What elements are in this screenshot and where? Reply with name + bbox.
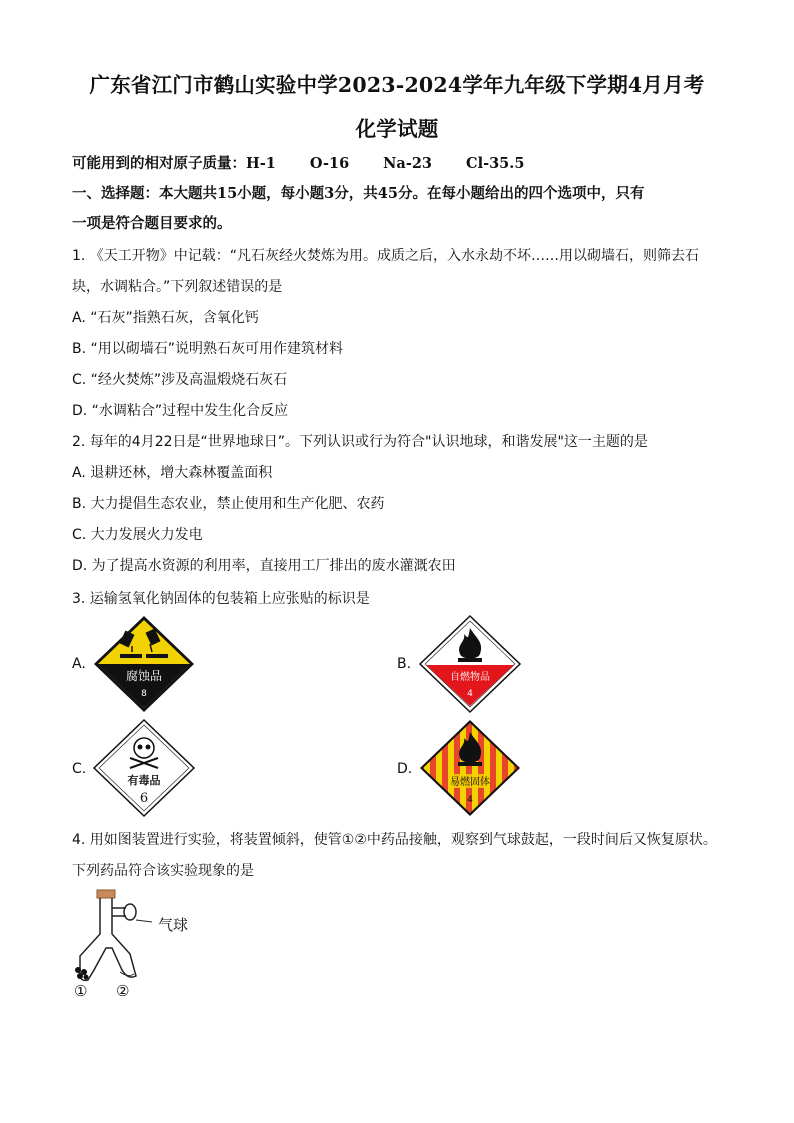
atomic-mass-cl: Cl-35.5 bbox=[466, 155, 525, 172]
q3-option-a-letter[interactable]: A. bbox=[72, 656, 86, 672]
atomic-mass-line bbox=[72, 152, 524, 173]
q3-option-d-sign[interactable] bbox=[418, 718, 522, 818]
q3-option-b-letter[interactable]: B. bbox=[397, 656, 412, 672]
balloon-icon bbox=[124, 904, 136, 920]
q3-option-c-class: 6 bbox=[139, 791, 149, 806]
balloon-label: 气球 bbox=[158, 916, 189, 934]
stopper-icon bbox=[97, 890, 115, 898]
tube1-label: ① bbox=[74, 982, 88, 1000]
q1-option-b[interactable]: B. “用以砌墙石”说明熟石灰可用作建筑材料 bbox=[72, 341, 344, 357]
q1-stem-line1: 1. 《天工开物》中记载：“凡石灰经火焚炼为用。成质之后，入水永劫不坏……用以砌墙石，则筛去石 bbox=[72, 248, 700, 264]
q1-option-a[interactable]: A. “石灰”指熟石灰，含氧化钙 bbox=[72, 310, 259, 326]
q3-option-a-class: 8 bbox=[141, 689, 147, 699]
atomic-mass-o: O-16 bbox=[309, 155, 350, 172]
section-heading-line1: 一、选择题：本大题共15小题，每小题3分，共45分。在每小题给出的四个选项中，只有 bbox=[72, 185, 645, 202]
tube2-label: ② bbox=[116, 982, 130, 1000]
y-tube-outline bbox=[80, 898, 136, 980]
q3-stem: 3. 运输氢氧化钠固体的包装箱上应张贴的标识是 bbox=[72, 591, 370, 607]
solid-granules-icon bbox=[75, 967, 89, 980]
q3-option-d-label: 易燃固体 bbox=[450, 777, 490, 788]
q3-option-a-label: 腐蚀品 bbox=[125, 669, 163, 683]
q2-option-a[interactable]: A. 退耕还林，增大森林覆盖面积 bbox=[72, 465, 273, 481]
q4-stem-line1: 4. 用如图装置进行实验，将装置倾斜，使管①②中药品接触，观察到气球鼓起，一段时间后又恢复原状。 bbox=[72, 832, 717, 848]
q3-option-c-letter[interactable]: C. bbox=[72, 761, 87, 777]
liquid-level bbox=[120, 972, 134, 976]
atomic-mass-na: Na-23 bbox=[383, 155, 433, 172]
q2-stem: 2. 每年的4月22日是“世界地球日”。下列认识或行为符合"认识地球，和谐发展"这一主题的是 bbox=[72, 434, 648, 450]
q2-option-b[interactable]: B. 大力提倡生态农业，禁止使用和生产化肥、农药 bbox=[72, 496, 385, 512]
atomic-mass-h: H-1 bbox=[246, 155, 276, 172]
q4-stem-line2: 下列药品符合该实验现象的是 bbox=[72, 863, 254, 879]
q1-option-c[interactable]: C. “经火焚炼”涉及高温煅烧石灰石 bbox=[72, 372, 288, 388]
q1-stem-line2: 块，水调粘合。”下列叙述错误的是 bbox=[72, 279, 283, 295]
q3-option-d-letter[interactable]: D. bbox=[397, 761, 413, 777]
q3-option-b-label: 自燃物品 bbox=[450, 672, 490, 683]
q2-option-d[interactable]: D. 为了提高水资源的利用率，直接用工厂排出的废水灌溉农田 bbox=[72, 558, 456, 574]
exam-title-line1: 广东省江门市鹤山实验中学2023-2024学年九年级下学期4月月考 bbox=[89, 73, 705, 97]
q3-option-b-class: 4 bbox=[467, 689, 473, 699]
q1-option-d[interactable]: D. “水调粘合”过程中发生化合反应 bbox=[72, 403, 289, 419]
q3-option-b-sign[interactable] bbox=[418, 614, 522, 714]
q3-option-d-class: 4 bbox=[467, 795, 473, 805]
balloon-pointer bbox=[136, 920, 152, 922]
q3-option-c-sign[interactable] bbox=[92, 718, 196, 818]
q2-option-c[interactable]: C. 大力发展火力发电 bbox=[72, 527, 203, 543]
exam-title-line2: 化学试题 bbox=[355, 117, 439, 141]
q3-option-c-label: 有毒品 bbox=[127, 774, 161, 787]
section-heading-line2: 一项是符合题目要求的。 bbox=[72, 215, 232, 232]
q3-option-a-sign[interactable] bbox=[92, 614, 196, 714]
y-tube-apparatus bbox=[66, 884, 206, 1008]
atomic-mass-label: 可能用到的相对原子质量： bbox=[72, 155, 246, 172]
